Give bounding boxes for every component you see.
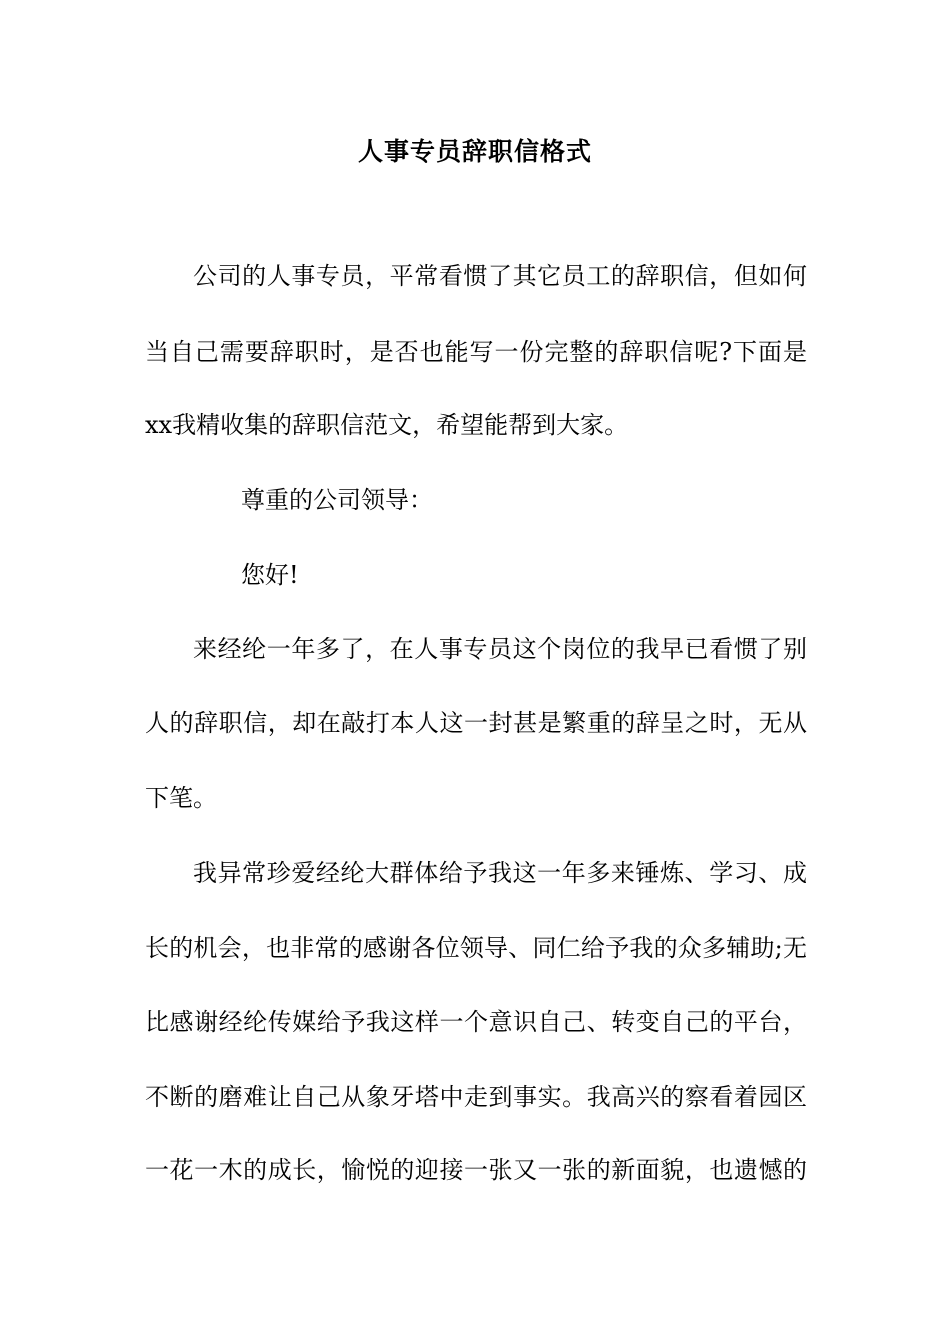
paragraph-line: 人的辞职信，却在敲打本人这一封甚是繁重的辞呈之时，无从 bbox=[145, 709, 807, 737]
greeting-line: 您好! bbox=[241, 561, 299, 589]
paragraph-line: 不断的磨难让自己从象牙塔中走到事实。我高兴的察看着园区 bbox=[145, 1083, 807, 1111]
salutation-line: 尊重的公司领导： bbox=[241, 486, 433, 514]
paragraph-line: 我异常珍爱经纶大群体给予我这一年多来锤炼、学习、成 bbox=[193, 859, 807, 887]
document-title: 人事专员辞职信格式 bbox=[357, 137, 592, 166]
paragraph-line: 一花一木的成长，愉悦的迎接一张又一张的新面貌，也遗憾的 bbox=[145, 1156, 807, 1184]
paragraph-line: 公司的人事专员，平常看惯了其它员工的辞职信，但如何 bbox=[193, 262, 807, 290]
paragraph-line: 来经纶一年多了，在人事专员这个岗位的我早已看惯了别 bbox=[193, 635, 807, 663]
paragraph-line: 长的机会，也非常的感谢各位领导、同仁给予我的众多辅助;无 bbox=[145, 934, 807, 962]
paragraph-line: xx我精收集的辞职信范文，希望能帮到大家。 bbox=[145, 411, 629, 439]
paragraph-line: 当自己需要辞职时，是否也能写一份完整的辞职信呢?下面是 bbox=[145, 338, 807, 366]
paragraph-line: 下笔。 bbox=[145, 784, 217, 812]
paragraph-line: 比感谢经纶传媒给予我这样一个意识自己、转变自己的平台， bbox=[145, 1008, 807, 1036]
